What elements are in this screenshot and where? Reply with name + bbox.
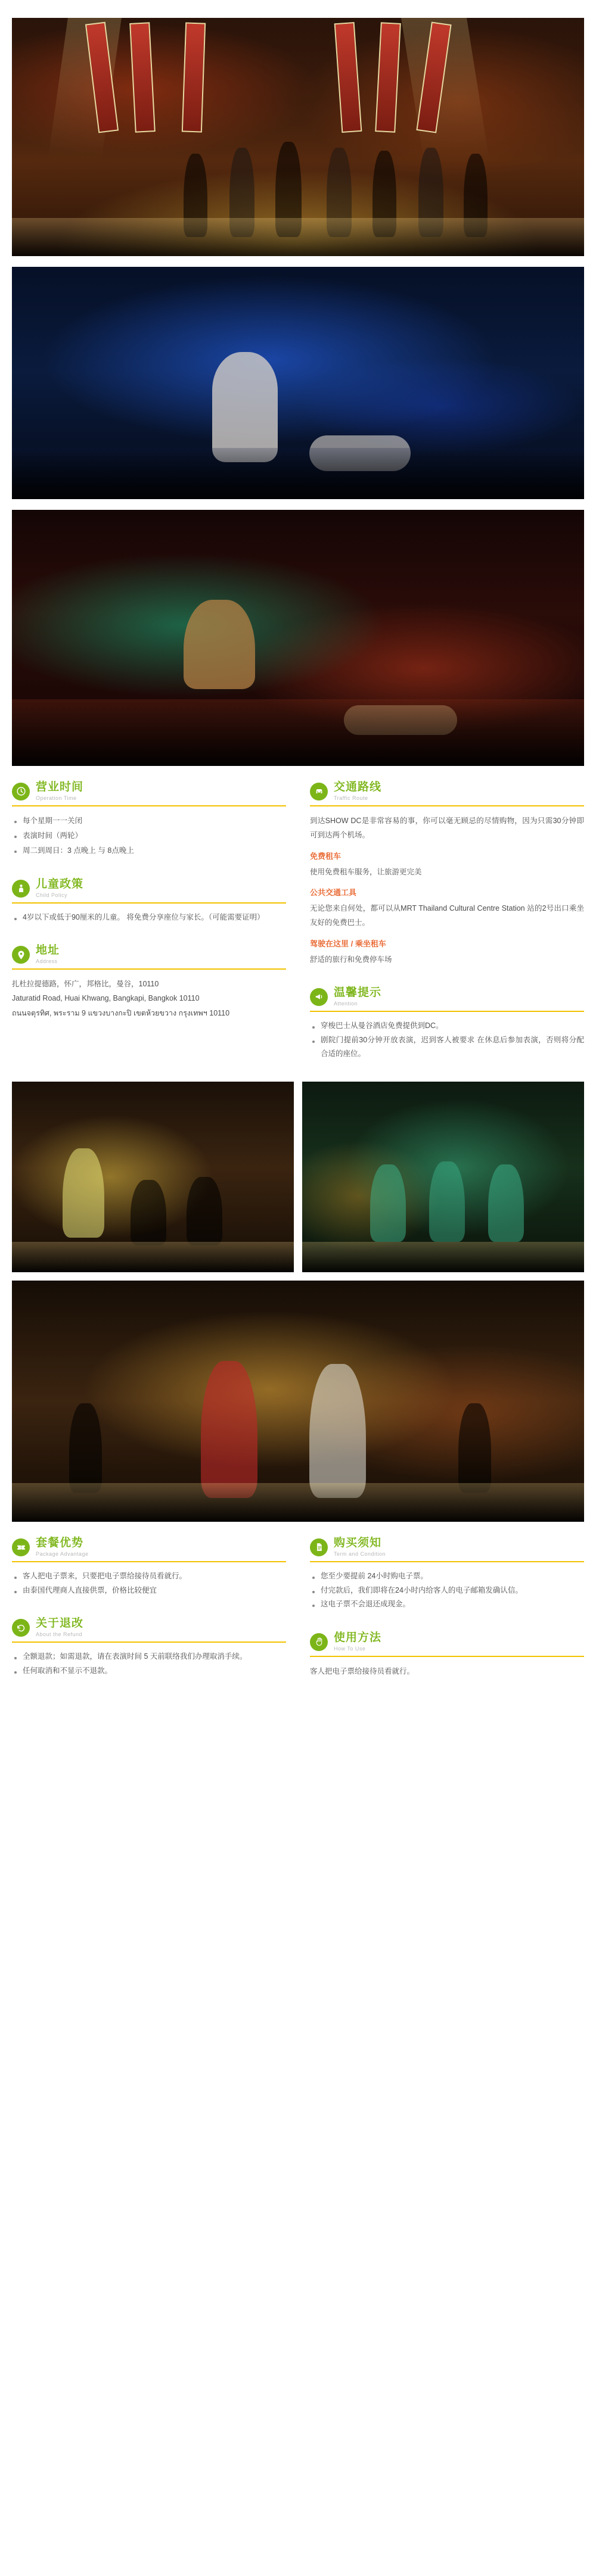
block-title-cn: 关于退改 [36, 1617, 84, 1630]
block-header [310, 1632, 584, 1657]
block-title-cn: 使用方法 [334, 1631, 382, 1644]
info-column-left [12, 781, 286, 1082]
block-header [12, 781, 286, 806]
hanging-banner [334, 22, 362, 133]
megaphone-icon [310, 988, 328, 1006]
performer-silhouette [429, 1161, 465, 1242]
performer-silhouette [212, 352, 278, 462]
block-title-cn: 购买须知 [334, 1537, 382, 1550]
performer-silhouette [370, 1164, 406, 1242]
block-header [12, 1537, 286, 1562]
list-item: 周二到周日：3 点晚上 与 8点晚上 [12, 843, 286, 858]
block-header [12, 879, 286, 904]
attention-list [310, 1019, 584, 1061]
performer-silhouette [458, 1403, 491, 1493]
block-child-policy [12, 879, 286, 925]
stage-photo-green [12, 510, 584, 766]
block-title-en: Child Policy [36, 892, 68, 898]
list-item: 表演时间（两轮） [12, 828, 286, 843]
stage-photo-duel [12, 267, 584, 499]
info-column-right [310, 781, 584, 1082]
location-pin-icon [12, 946, 30, 964]
stage-photo-group-right [302, 1082, 584, 1272]
stage-photo-fight [12, 1281, 584, 1522]
list-item: 由泰国代理商人直接供票，价格比较便宜 [12, 1584, 286, 1598]
block-title-cn: 交通路线 [334, 781, 382, 793]
block-title-en: Operation Time [36, 795, 77, 801]
info-column-left-2 [12, 1537, 286, 1699]
block-title-cn: 温馨提示 [334, 986, 382, 999]
address-line-cn: 扎杜拉提德路，怀广，邦格比，曼谷，10110 [12, 980, 159, 989]
route-group-text: 舒适的旅行和免费停车场 [310, 955, 392, 964]
info-section-bottom [12, 1537, 584, 1699]
performer-silhouette [184, 600, 255, 689]
list-item: 每个星期一一关闭 [12, 814, 286, 828]
info-column-right-2 [310, 1537, 584, 1699]
block-header [310, 987, 584, 1012]
performer-silhouette [63, 1148, 104, 1238]
list-item: 付完款后，我们即将在24小时内给客人的电子邮箱发确认信。 [310, 1584, 584, 1598]
performer-silhouette [201, 1361, 257, 1498]
block-title-en: Address [36, 958, 58, 965]
ticket-icon [12, 1538, 30, 1556]
performer-silhouette [69, 1403, 102, 1493]
block-header [310, 1537, 584, 1562]
child-icon [12, 880, 30, 898]
performer-silhouette [187, 1177, 222, 1245]
refund-icon [12, 1619, 30, 1637]
block-header [310, 781, 584, 806]
stage-floor [12, 448, 584, 499]
hanging-banner [129, 22, 156, 133]
howto-text: 客人把电子票给接待员看就行。 [310, 1667, 415, 1675]
doc-icon [310, 1538, 328, 1556]
block-title-en: Traffic Route [334, 795, 368, 801]
route-group-label: 公共交通工具 [310, 887, 357, 897]
stage-floor [12, 699, 584, 766]
info-section-top [12, 781, 584, 1082]
hand-icon [310, 1633, 328, 1651]
stage-floor [12, 1483, 584, 1522]
list-item: 全额退款；如需退款，请在表演时间 5 天前联络我们办理取消手续。 [12, 1650, 286, 1664]
performer-silhouette [309, 1364, 366, 1498]
child-policy-list [12, 911, 286, 925]
block-title-en: Attention [334, 1000, 358, 1007]
block-how-to-use [310, 1632, 584, 1678]
route-group-text: 无论您来自何处，都可以从MRT Thailand Cultural Centre Station 站的2号出口乘坐友好的免费巴士。 [310, 904, 584, 927]
list-item: 4岁以下或低于90厘米的儿童。 将免费分享座位与家长。（可能需要证明） [12, 911, 286, 925]
block-operation-time [12, 781, 286, 858]
block-terms [310, 1537, 584, 1612]
route-intro: 到达SHOW DC是非常容易的事，你可以毫无顾忌的尽情购物，因为只需30分钟即可到达两个机场。 [310, 816, 584, 840]
operation-time-list [12, 814, 286, 858]
stage-floor [302, 1242, 584, 1272]
route-group-label: 驾驶在这里 / 乘坐租车 [310, 939, 386, 948]
route-group-label: 免费租车 [310, 851, 342, 861]
performer-silhouette [131, 1180, 166, 1245]
block-title-cn: 地址 [36, 944, 60, 957]
block-header [12, 1618, 286, 1643]
terms-list [310, 1569, 584, 1612]
clock-icon [12, 783, 30, 800]
hanging-banner [375, 22, 402, 133]
list-item: 穿梭巴士从曼谷酒店免费提供到DC。 [310, 1019, 584, 1033]
list-item: 这电子票不会退还成现金。 [310, 1597, 584, 1612]
hanging-banner [182, 22, 206, 132]
list-item: 剧院门提前30分钟开放表演，迟到客人被要求 在休息后参加表演，否则将分配合适的座位。 [310, 1033, 584, 1062]
block-title-en: How To Use [334, 1645, 366, 1652]
block-attention [310, 987, 584, 1061]
block-traffic-route [310, 781, 584, 967]
block-title-en: Term and Condition [334, 1550, 386, 1557]
block-address [12, 945, 286, 1020]
route-group-text: 使用免费租车服务，让旅游更完美 [310, 867, 422, 876]
stage-floor [12, 218, 584, 256]
block-title-cn: 儿童政策 [36, 877, 84, 890]
block-title-cn: 套餐优势 [36, 1537, 84, 1550]
list-item: 任何取消和不显示不退款。 [12, 1664, 286, 1678]
stage-photo-banners [12, 18, 584, 256]
block-refund [12, 1618, 286, 1678]
block-title-en: About the Refund [36, 1631, 83, 1638]
address-line-th: ถนนจตุรทิศ, พระราม 9 แขวงบางกะปิ เขตห้วยขวาง กรุงเทพฯ 10110 [12, 1008, 230, 1017]
photo-row [12, 1082, 584, 1272]
car-icon [310, 783, 328, 800]
block-package-advantage [12, 1537, 286, 1597]
block-title-cn: 营业时间 [36, 781, 84, 793]
block-title-en: Package Advantage [36, 1550, 89, 1557]
stage-photo-group-left [12, 1082, 294, 1272]
stage-floor [12, 1242, 294, 1272]
refund-list [12, 1650, 286, 1678]
package-list [12, 1569, 286, 1598]
address-line-en: Jaturatid Road, Huai Khwang, Bangkapi, Bangkok 10110 [12, 994, 200, 1003]
list-item: 您至少要提前 24小时购电子票。 [310, 1569, 584, 1584]
list-item: 客人把电子票来，只要把电子票给接待员看就行。 [12, 1569, 286, 1584]
performer-silhouette [488, 1164, 524, 1242]
block-header [12, 945, 286, 970]
